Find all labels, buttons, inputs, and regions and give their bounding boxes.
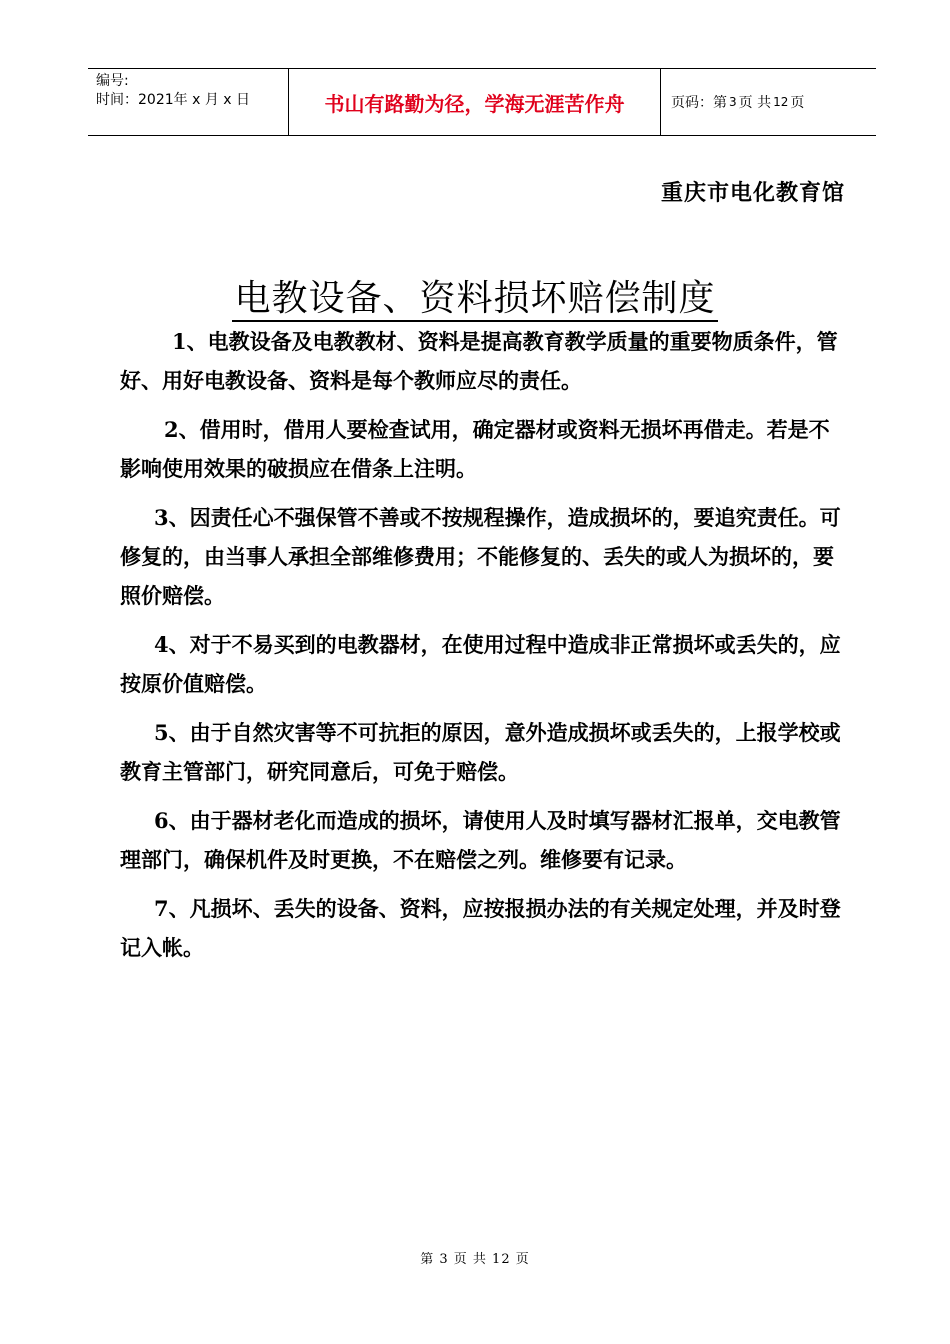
paragraph-5 xyxy=(120,713,850,791)
page-label: 页码：第 xyxy=(671,95,727,111)
document-header xyxy=(88,68,876,136)
day: x xyxy=(223,92,232,108)
month: x xyxy=(192,92,201,108)
year-char: 年 xyxy=(173,92,188,108)
page-title-text: 电教设备、资料损坏赔偿制度 xyxy=(232,278,717,322)
code-label: 编号: xyxy=(96,73,129,89)
paragraph-1 xyxy=(120,322,850,400)
month-char: 月 xyxy=(204,92,219,108)
year: 2021 xyxy=(138,92,174,108)
paragraph-2 xyxy=(120,410,850,488)
paragraph-text: 1、电教设备及电教教材、资料是提高教育教学质量的重要物质条件，管好、用好电教设备、资料是每个教师应尽的责任。 xyxy=(120,329,838,393)
page-total: 12 xyxy=(773,95,789,109)
footer-page-number: 第 3 页 共 12 页 xyxy=(420,1252,530,1267)
paragraph-text: 5、由于自然灾害等不可抗拒的原因，意外造成损坏或丢失的，上报学校或教育主管部门，研究同意后，可免于赔偿。 xyxy=(120,720,841,784)
header-page-cell xyxy=(661,69,876,135)
motto-text: 书山有路勤为径，学海无涯苦作舟 xyxy=(324,91,625,116)
paragraph-text: 4、对于不易买到的电教器材，在使用过程中造成非正常损坏或丢失的，应按原价值赔偿。 xyxy=(120,632,841,696)
paragraph-7 xyxy=(120,889,850,967)
header-motto-cell xyxy=(288,69,661,135)
document-body xyxy=(120,322,850,977)
paragraph-text: 2、借用时，借用人要检查试用，确定器材或资料无损坏再借走。若是不影响使用效果的破损应在借条上注明。 xyxy=(120,417,830,481)
organization-name: 重庆市电化教育馆 xyxy=(660,180,845,206)
page-current: 3 xyxy=(729,95,737,109)
page-footer xyxy=(0,1248,950,1267)
time-label: 时间： xyxy=(96,92,138,108)
header-meta-cell xyxy=(88,69,288,135)
paragraph-6 xyxy=(120,801,850,879)
page-title xyxy=(0,270,950,321)
paragraph-4 xyxy=(120,625,850,703)
paragraph-text: 3、因责任心不强保管不善或不按规程操作，造成损坏的，要追究责任。可修复的，由当事人承担全部维修费用；不能修复的、丢失的或人为损坏的，要照价赔偿。 xyxy=(120,505,841,608)
paragraph-text: 6、由于器材老化而造成的损坏，请使用人及时填写器材汇报单，交电教管理部门，确保机件及时更换，不在赔偿之列。维修要有记录。 xyxy=(120,808,841,872)
page-end: 页 xyxy=(790,95,805,111)
day-char: 日 xyxy=(236,92,251,108)
time-line xyxy=(96,91,288,110)
paragraph-text: 7、凡损坏、丢失的设备、资料，应按报损办法的有关规定处理，并及时登记入帐。 xyxy=(120,896,841,960)
page-sep: 页 共 xyxy=(738,95,772,111)
paragraph-3 xyxy=(120,498,850,615)
